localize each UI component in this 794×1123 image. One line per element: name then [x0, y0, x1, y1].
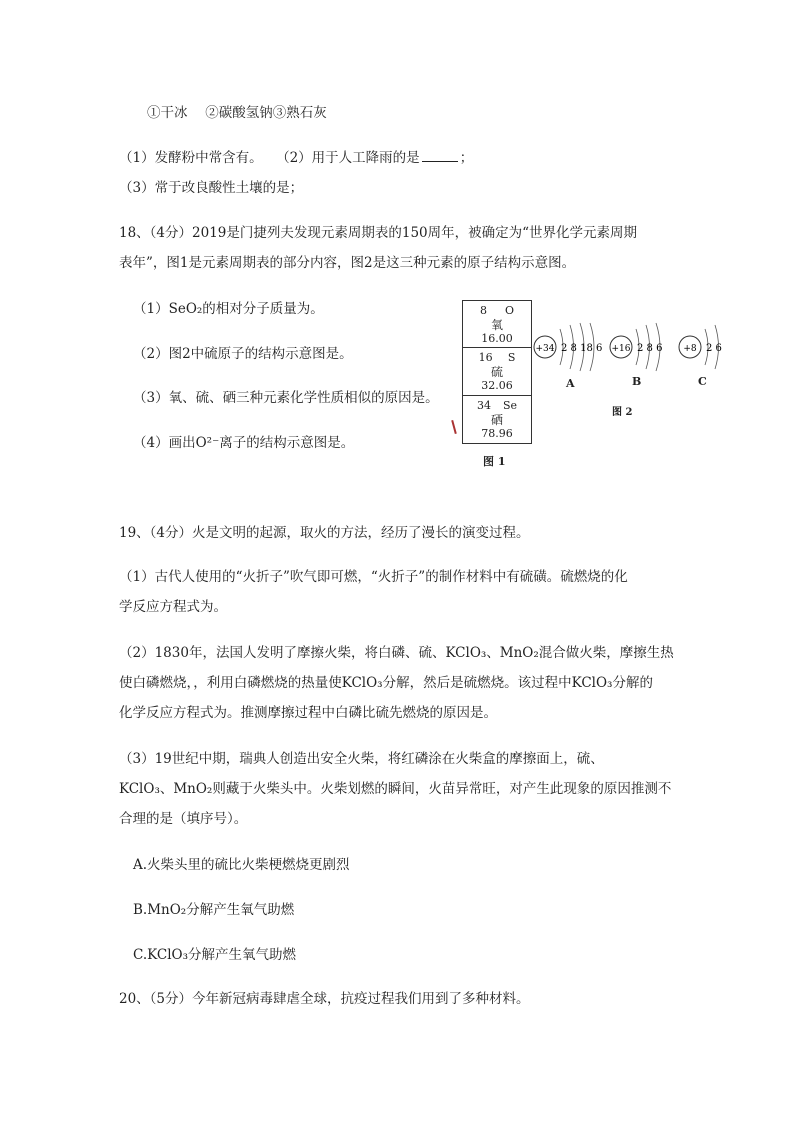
svg-text:+34: +34 — [535, 344, 555, 354]
atomic-structure-figure — [530, 315, 740, 425]
q19-part3-line3: 合理的是（填序号）。 — [119, 811, 248, 827]
q19-option-c: C.KClO₃分解产生氧气助燃 — [133, 947, 296, 963]
q20-intro: 20、（5分）今年新冠病毒肆虐全球，抗疫过程我们用到了多种材料。 — [119, 991, 530, 1007]
answer-blank[interactable] — [422, 148, 458, 162]
svg-text:+8: +8 — [683, 344, 697, 354]
figure1-caption: 图 1 — [483, 455, 506, 468]
svg-text:2 8 18 6: 2 8 18 6 — [561, 343, 603, 354]
q17-options: ①干冰 ②碳酸氢钠③熟石灰 — [147, 105, 327, 121]
q19-option-b: B.MnO₂分解产生氧气助燃 — [133, 902, 295, 918]
q19-part1-line2: 学反应方程式为。 — [119, 599, 227, 615]
atom-a-diagram — [534, 323, 602, 371]
svg-text:2 6: 2 6 — [706, 343, 722, 354]
q18-sub4: （4）画出O²⁻离子的结构示意图是。 — [133, 435, 355, 451]
q19-part3-line2: KClO₃、MnO₂则藏于火柴头中。火柴划燃的瞬间，火苗异常旺，对产生此现象的原因推测不 — [119, 781, 672, 797]
svg-text:2 8 6: 2 8 6 — [637, 343, 663, 354]
atom-b-label: B — [632, 375, 642, 388]
q18-sub1: （1）SeO₂的相对分子质量为。 — [133, 301, 324, 317]
q17-part3: （3）常于改良酸性土壤的是； — [119, 180, 304, 196]
q18-intro-line2: 表年”，图1是元素周期表的部分内容，图2是这三种元素的原子结构示意图。 — [119, 255, 576, 271]
element-cell-sulfur: 16 S 硫 32.06 — [462, 348, 532, 396]
atom-a-label: A — [566, 377, 575, 390]
atom-c-diagram — [679, 325, 722, 369]
q18-sub2: （2）图2中硫原子的结构示意图是。 — [133, 346, 353, 362]
q17-part1-end: ； — [459, 150, 474, 166]
q19-part2-line1: （2）1830年，法国人发明了摩擦火柴，将白磷、硫、KClO₃、MnO₂混合做火柴，摩擦生热 — [119, 645, 674, 661]
q19-part3-line1: （3）19世纪中期，瑞典人创造出安全火柴，将红磷涂在火柴盒的摩擦面上，硫、 — [119, 751, 604, 767]
figure2-caption: 图 2 — [612, 407, 633, 418]
element-cell-selenium: 34 Se 硒 78.96 — [462, 396, 532, 444]
element-cell-oxygen: 8 O 氧 16.00 — [462, 300, 532, 348]
q18-sub3: （3）氧、硫、硒三种元素化学性质相似的原因是。 — [133, 390, 439, 406]
svg-text:+16: +16 — [611, 344, 631, 354]
q17-part1-text: （1）发酵粉中常含有。 （2）用于人工降雨的是 — [119, 150, 420, 166]
q17-part1 — [119, 148, 473, 167]
periodic-table-figure — [462, 300, 532, 444]
q19-intro: 19、（4分）火是文明的起源，取火的方法，经历了漫长的演变过程。 — [119, 525, 530, 541]
q18-intro-line1: 18、（4分）2019是门捷列夫发现元素周期表的150周年，被确定为“世界化学元素周期 — [119, 225, 638, 241]
atom-b-diagram — [610, 323, 662, 371]
q19-option-a: A.火柴头里的硫比火柴梗燃烧更剧烈 — [133, 857, 350, 873]
atom-c-label: C — [698, 375, 707, 388]
q19-part1-line1: （1）古代人使用的“火折子”吹气即可燃，“火折子”的制作材料中有硫磺。硫燃烧的化 — [119, 569, 628, 585]
q19-part2-line3: 化学反应方程式为。推测摩擦过程中白磷比硫先燃烧的原因是。 — [119, 705, 497, 721]
pencil-mark — [451, 420, 457, 434]
q19-part2-line2: 使白磷燃烧，，利用白磷燃烧的热量使KClO₃分解，然后是硫燃烧。该过程中KClO₃分解的 — [119, 675, 653, 691]
